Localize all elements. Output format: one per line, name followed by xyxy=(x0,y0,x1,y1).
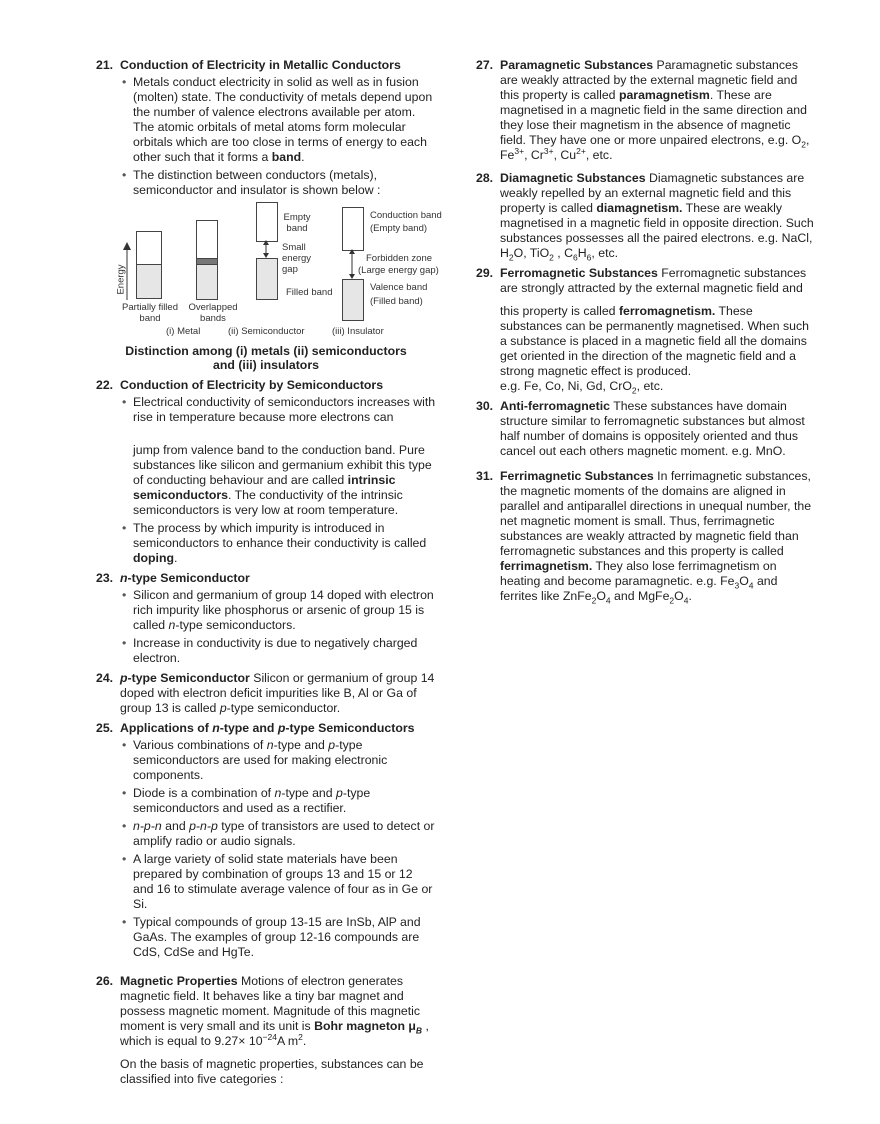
subscript: 3 xyxy=(734,580,740,591)
section-number: 25. xyxy=(96,721,114,735)
overlap-band-upper xyxy=(196,220,218,260)
text: -type and xyxy=(281,786,337,800)
italic-text: p xyxy=(277,721,286,735)
superscript: 2 xyxy=(298,1031,303,1042)
list-item xyxy=(120,521,436,566)
section-heading: -type Semiconductor xyxy=(127,671,250,685)
text: this property is called xyxy=(500,304,619,318)
section-heading: Paramagnetic Substances xyxy=(500,58,654,72)
section-number: 27. xyxy=(476,58,494,72)
section-number: 26. xyxy=(96,974,114,988)
superscript: 3+ xyxy=(514,145,525,156)
section-number: 30. xyxy=(476,399,494,413)
keyword: ferrimagnetism. xyxy=(500,559,593,573)
filled-band-paren-label: (Filled band) xyxy=(370,296,423,307)
text: . xyxy=(173,551,178,565)
subscript: 2 xyxy=(549,252,554,263)
section-heading xyxy=(120,721,436,736)
keyword: ferromagnetism. xyxy=(618,304,716,318)
section-heading: Conduction of Electricity in Metallic Conductors xyxy=(120,58,401,72)
overlapped-label: Overlapped bands xyxy=(188,302,238,324)
text: Paramagnetic substances are weakly attracted by the external magnetic field and this property is called xyxy=(500,58,799,102)
text: The process by which impurity is introduced in semiconductors to enhance their conductivity is called xyxy=(133,521,427,550)
metal-band-empty xyxy=(136,231,162,267)
paragraph: On the basis of magnetic properties, substances can be classified into five categories : xyxy=(120,1057,424,1086)
text: A large variety of solid state materials have been prepared by combination of groups 13 and 15 or 12 and 16 to stimulate average valence of four as in Ge or Si. xyxy=(133,852,433,911)
text: and ferrites like ZnFe xyxy=(500,574,778,603)
section-30 xyxy=(476,399,816,459)
section-29 xyxy=(476,266,816,394)
text: Increase in conductivity is due to negatively charged electron. xyxy=(133,636,418,665)
text: . xyxy=(688,589,692,603)
small-gap-label: Small energy gap xyxy=(282,242,312,275)
italic-text: p xyxy=(219,701,227,715)
right-column xyxy=(476,58,816,609)
section-body xyxy=(500,399,816,459)
text: In ferrimagnetic substances, the magnetic moments of the domains are aligned in parallel and antiparallel directions in unequal number, the net magnetic moment is small. Thus, ferrimagnetic substances are weakly attracted by magnetic field than ferromagnetic substances and this property is called xyxy=(500,469,812,558)
empty-band-paren-label: (Empty band) xyxy=(370,223,428,234)
text: , Cr xyxy=(524,148,544,162)
text: , which is equal to 9.27× 10 xyxy=(120,1019,429,1048)
list-item xyxy=(120,819,436,849)
section-24 xyxy=(96,671,436,716)
ins-valence-band xyxy=(342,279,364,321)
italic-text: p xyxy=(120,671,128,685)
text: e.g. Fe, Co, Ni, Gd, CrO xyxy=(500,379,632,393)
text: . xyxy=(302,1034,307,1048)
section-number: 21. xyxy=(96,58,114,72)
list-item xyxy=(120,738,436,783)
text: -type and xyxy=(219,721,278,735)
text: , etc. xyxy=(636,379,664,393)
section-body xyxy=(500,171,816,261)
text: O, TiO xyxy=(513,246,550,260)
subscript: 4 xyxy=(748,580,754,591)
list-item xyxy=(120,636,436,666)
superscript: 3+ xyxy=(543,145,554,156)
metal-band-filled xyxy=(136,264,162,299)
italic-text: p xyxy=(328,738,336,752)
section-number: 24. xyxy=(96,671,114,685)
subscript: 4 xyxy=(683,595,689,606)
section-heading: Conduction of Electricity by Semiconductors xyxy=(120,378,384,392)
subscript: 6 xyxy=(586,252,592,263)
section-heading: Ferromagnetic Substances xyxy=(500,266,658,280)
text: Silicon and germanium of group 14 doped with electron rich impurity like phosphorus or arsenic of group 15 is called xyxy=(133,588,434,632)
section-26 xyxy=(96,974,436,1087)
band-diagram xyxy=(110,202,450,342)
section-21 xyxy=(96,58,442,372)
text: Ferromagnetic substances are strongly attracted by the external magnetic field and xyxy=(500,266,807,295)
text: -type Semiconductors xyxy=(285,721,415,735)
section-body xyxy=(500,58,816,163)
bullet-list xyxy=(120,75,436,198)
superscript: 2+ xyxy=(576,145,586,156)
text: Metals conduct electricity in solid as well as in fusion (molten) state. The conductivity of metals depend upon the number of valence electrons available per atom. The atomic orbitals of metal atoms form molecular orbitals which are too close in terms of energy to each other such that it forms a xyxy=(133,75,433,164)
section-body xyxy=(120,671,436,716)
text: Diode is a combination of xyxy=(133,786,275,800)
list-item: • Metals conduct electricity in solid as well as in fusion (molten) state. The conductivity of metals depend upon the number of valence electrons available per atom. The atomic orbitals of metal atoms form molecular orbitals which are too close in terms of energy to each other such that it forms a band. xyxy=(120,75,436,165)
semiconductor-label: (ii) Semiconductor xyxy=(228,326,305,337)
continued-text xyxy=(133,443,436,518)
list-item xyxy=(120,852,436,912)
empty-band-label: Empty band xyxy=(283,212,311,234)
example-line xyxy=(500,379,816,394)
section-31 xyxy=(476,469,816,604)
text: -type and xyxy=(273,738,329,752)
list-item xyxy=(120,588,436,633)
text: , Fe xyxy=(500,133,810,162)
text: O xyxy=(739,574,749,588)
section-body xyxy=(500,266,816,296)
text: These substances have domain structure similar to ferromagnetic substances but almost half number of domains is oppositely oriented and thus cancel out each others magnetic moment. e.g. MnO. xyxy=(500,399,805,458)
semi-empty-band xyxy=(256,202,278,242)
forbidden-zone-label: Forbidden zone xyxy=(366,253,433,264)
section-heading: Magnetic Properties xyxy=(120,974,238,988)
keyword: band xyxy=(271,150,302,164)
text: Typical compounds of group 13-15 are InSb, AlP and GaAs. The examples of group 12-16 compounds are CdS, CdSe and HgTe. xyxy=(133,915,421,959)
text: , Cu xyxy=(553,148,577,162)
italic-text: n-p-n xyxy=(133,819,162,833)
section-heading: Diamagnetic Substances xyxy=(500,171,646,185)
text: -type semiconductor. xyxy=(226,701,341,715)
text: Motions of electron generates magnetic field. It behaves like a tiny bar magnet and possess magnetic moment. Magnitude of this magnetic moment is very small and its unit is xyxy=(120,974,421,1033)
text: These are weakly magnetised in a magnetic field in opposite direction. Such substances possesses all the paired electrons. e.g. NaCl, H xyxy=(500,201,814,260)
list-item xyxy=(120,168,436,198)
italic-text: n xyxy=(168,618,176,632)
italic-text: n xyxy=(266,738,274,752)
italic-text: n xyxy=(274,786,282,800)
section-heading: Ferrimagnetic Substances xyxy=(500,469,654,483)
text: jump from valence band to the conduction band. Pure substances like silicon and germanium exhibit this type of conducting behaviour and are called xyxy=(133,443,432,487)
overlap-band-lower xyxy=(196,264,218,300)
section-number: 22. xyxy=(96,378,114,392)
text: A m xyxy=(276,1034,299,1048)
subscript: 2 xyxy=(669,595,675,606)
bullet-list xyxy=(120,395,436,425)
superscript: −24 xyxy=(262,1031,277,1042)
text: Diamagnetic substances are weakly repelled by an external magnetic field and this property is called xyxy=(500,171,805,215)
section-body xyxy=(500,469,816,604)
text: -type Semiconductor xyxy=(127,571,250,585)
section-25 xyxy=(96,721,436,960)
list-item xyxy=(120,915,436,960)
subscript: 2 xyxy=(591,595,597,606)
figure-caption xyxy=(96,344,436,372)
keyword: paramagnetism xyxy=(618,88,710,102)
keyword: doping xyxy=(133,551,174,565)
text: and xyxy=(161,819,190,833)
forbidden-zone-arrow-icon xyxy=(347,249,357,279)
section-number: 28. xyxy=(476,171,494,185)
section-number: 31. xyxy=(476,469,494,483)
bullet-list xyxy=(120,588,436,666)
subscript: 2 xyxy=(631,385,637,396)
text: , etc. xyxy=(591,246,619,260)
subscript: 2 xyxy=(801,139,806,150)
text: O xyxy=(596,589,606,603)
text: H xyxy=(577,246,587,260)
italic-text: n xyxy=(120,571,128,585)
ins-conduction-band xyxy=(342,207,364,251)
list-item xyxy=(120,786,436,816)
section-number: 29. xyxy=(476,266,494,280)
subscript: 4 xyxy=(605,595,611,606)
keyword: intrinsic semiconductors xyxy=(133,473,396,502)
text: Silicon or germanium of group 14 doped with electron deficit impurities like B, Al or Ga of group 13 is called xyxy=(120,671,435,715)
conduction-band-label: Conduction band xyxy=(370,210,442,221)
caption-line: Distinction among (i) metals (ii) semiconductors xyxy=(125,344,407,358)
gap-arrow-icon xyxy=(261,240,271,258)
keyword: Bohr magneton μ xyxy=(314,1019,416,1033)
insulator-label: (iii) Insulator xyxy=(332,326,384,337)
left-column xyxy=(96,58,442,1092)
text: , C xyxy=(553,246,574,260)
keyword: diamagnetism. xyxy=(596,201,683,215)
text: -type semiconductors are used for making electronic components. xyxy=(133,738,388,782)
italic-text: n xyxy=(212,721,220,735)
section-27 xyxy=(476,58,816,163)
text: Applications of xyxy=(120,721,213,735)
subscript: B xyxy=(415,1025,423,1036)
section-28 xyxy=(476,171,816,261)
text: They also lose ferrimagnetism on heating and become paramagnetic. e.g. Fe xyxy=(500,559,777,588)
text: . These are magnetised in a magnetic field in the same direction and they lose their magnetism in the absence of magnetic field. They have one or more unpaired electrons, e.g. O xyxy=(500,88,807,147)
text: Various combinations of xyxy=(133,738,267,752)
text: These substances can be permanently magnetised. When such a substance is placed in a magnetic field all the domains get oriented in the direction of the magnetic field and a strong magnetic effect is produced. xyxy=(500,304,809,378)
text: , etc. xyxy=(585,148,613,162)
section-23 xyxy=(96,571,436,666)
list-item xyxy=(120,395,436,425)
text: . The conductivity of the intrinsic semiconductors is very low at room temperature. xyxy=(133,488,403,517)
italic-text: p xyxy=(336,786,343,800)
caption-line: and (iii) insulators xyxy=(213,358,319,372)
subscript: 2 xyxy=(508,252,514,263)
italic-text: p-n-p xyxy=(189,819,218,833)
metal-label: (i) Metal xyxy=(166,326,201,337)
section-body xyxy=(120,974,436,1049)
bullet-list xyxy=(120,738,436,960)
text: O xyxy=(674,589,684,603)
continued-text xyxy=(500,304,816,379)
text: Electrical conductivity of semiconductors increases with rise in temperature because more electrons can xyxy=(133,395,436,424)
section-22 xyxy=(96,378,436,566)
filled-band-label: Filled band xyxy=(286,287,333,298)
text: -type semiconductors. xyxy=(175,618,296,632)
valence-band-label: Valence band xyxy=(370,282,428,293)
section-heading xyxy=(120,571,436,586)
energy-label: Energy xyxy=(115,264,127,295)
bullet-list xyxy=(120,521,436,566)
section-heading: Anti-ferromagnetic xyxy=(500,399,610,413)
partially-filled-label: Partially filled band xyxy=(122,302,178,324)
section-number: 23. xyxy=(96,571,114,585)
text: -type semiconductors and used as a rectifier. xyxy=(133,786,371,815)
large-gap-label: (Large energy gap) xyxy=(358,265,439,276)
text: and MgFe xyxy=(610,589,670,603)
subscript: 6 xyxy=(573,252,578,263)
semi-filled-band xyxy=(256,258,278,300)
text: The distinction between conductors (metals), semiconductor and insulator is shown below : xyxy=(133,168,381,197)
text: type of transistors are used to detect or amplify radio or audio signals. xyxy=(133,819,435,848)
